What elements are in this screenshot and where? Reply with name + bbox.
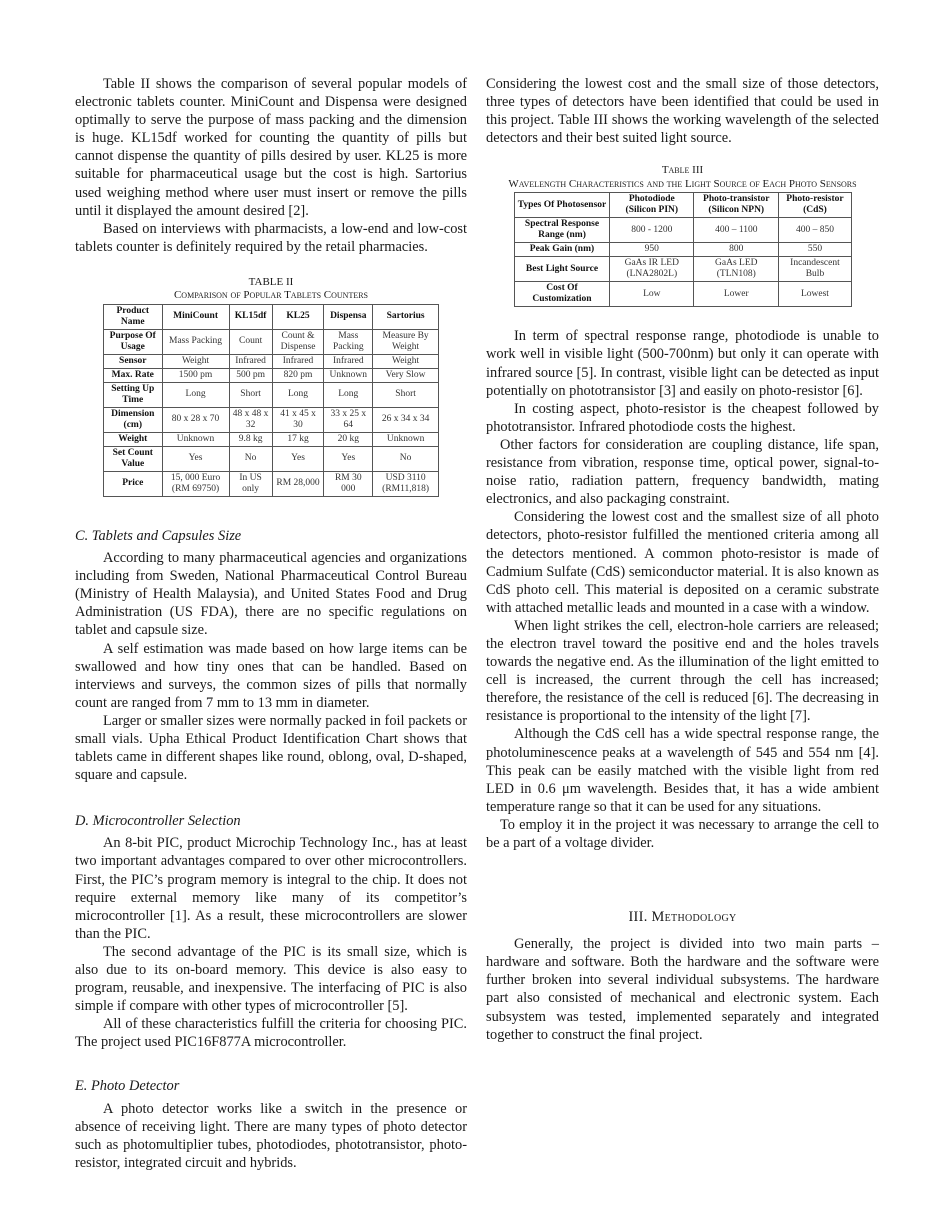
table-cell: Yes: [324, 446, 373, 471]
table-row-header: Purpose Of Usage: [104, 329, 163, 354]
table-header-cell: MiniCount: [162, 304, 229, 329]
table-row: [104, 407, 439, 432]
table-cell: Mass Packing: [324, 329, 373, 354]
paragraph: An 8-bit PIC, product Microchip Technology Inc., has at least two important advantages compared to over other microcontrollers. First, the PIC’s program memory is integral to the chip. It does not require external memory like many of its competitor’s microcontroller [1]. As a result, these microcontrollers are slower than the PIC.: [75, 835, 467, 942]
table-cell: RM 28,000: [272, 471, 324, 496]
table-header-row: [514, 193, 851, 218]
table-row-header: Best Light Source: [514, 257, 610, 282]
table-cell: 400 – 1100: [694, 218, 779, 243]
table-cell: Long: [272, 382, 324, 407]
table-row: [104, 432, 439, 446]
paragraph: When light strikes the cell, electron-hole carriers are released; the electron travel toward the positive end and the holes travels towards the negative end. As the illumination of the light emitted to cell is increased, the current through the cell has increased; therefore, the resistance of the cell is reduced [6]. The decreasing in resistance is proportional to the intensity of the light [7].: [486, 617, 879, 725]
table-cell: 400 – 850: [779, 218, 851, 243]
table-row-header: Peak Gain (nm): [514, 243, 610, 257]
table-header-cell: KL15df: [229, 304, 272, 329]
table-cell: Unknown: [373, 432, 439, 446]
table-cell: Weight: [162, 354, 229, 368]
table-cell: 550: [779, 243, 851, 257]
table-3-caption: [486, 164, 879, 191]
paragraph: Considering the lowest cost and the small size of those detectors, three types of detectors have been identified that could be used in this project. Table III shows the working wavelength of the selected detectors and their best suited light source.: [486, 76, 879, 147]
table-cell: 48 x 48 x 32: [229, 407, 272, 432]
table-row-header: Sensor: [104, 354, 163, 368]
table-cell: Long: [162, 382, 229, 407]
table-row: [104, 329, 439, 354]
table-cell: Lower: [694, 282, 779, 307]
table-row-header: Cost Of Customization: [514, 282, 610, 307]
table-2-caption: [75, 276, 467, 303]
table-cell: 33 x 25 x 64: [324, 407, 373, 432]
paragraph: The second advantage of the PIC is its small size, which is also due to its on-board memory. This device is also easy to program, reusable, and inexpensive. The interfacing of PIC is also simple if compare with other types of microcontroller [5].: [75, 943, 467, 1015]
table-row: [104, 354, 439, 368]
paragraph: Larger or smaller sizes were normally packed in foil packets or small vials. Upha Ethical Product Identification Chart shows that tablets came in different shapes like round, oblong, oval, D-shaped, square and capsule.: [75, 712, 467, 784]
table-cell: 17 kg: [272, 432, 324, 446]
table-cell: Mass Packing: [162, 329, 229, 354]
table-cell: Infrared: [272, 354, 324, 368]
table-cell: 41 x 45 x 30: [272, 407, 324, 432]
paragraph: A photo detector works like a switch in the presence or absence of receiving light. There are many types of photo detector such as photomultiplier tubes, photodiodes, phototransistor, photo-resistor, integrated circuit and hybrids.: [75, 1100, 467, 1171]
table-3-title: Wavelength Characteristics and the Light Source of Each Photo Sensors: [508, 177, 857, 190]
section-c-heading: C. Tablets and Capsules Size: [75, 527, 242, 544]
table-cell: Count: [229, 329, 272, 354]
table-row: [104, 446, 439, 471]
table-cell: Low: [610, 282, 694, 307]
table-row-header: Spectral Response Range (nm): [514, 218, 610, 243]
table-header-cell: Photodiode (Silicon PIN): [610, 193, 694, 218]
right-column: [486, 75, 879, 1044]
table-cell: In US only: [229, 471, 272, 496]
table-cell: 26 x 34 x 34: [373, 407, 439, 432]
table-cell: 9.8 kg: [229, 432, 272, 446]
table-row-header: Dimension (cm): [104, 407, 163, 432]
table-cell: Measure By Weight: [373, 329, 439, 354]
table-cell: GaAs LED (TLN108): [694, 257, 779, 282]
table-cell: Weight: [373, 354, 439, 368]
table-header-cell: Types Of Photosensor: [514, 193, 610, 218]
table-cell: Yes: [272, 446, 324, 471]
table-header-cell: Sartorius: [373, 304, 439, 329]
table-cell: 500 pm: [229, 368, 272, 382]
table-cell: 950: [610, 243, 694, 257]
paragraph: According to many pharmaceutical agencies and organizations including from Sweden, National Pharmaceutical Control Bureau (Ministry of Health Malaysia), and United States Food and Drug Administration (US FDA), there are no specific regulations on tablet and capsule size.: [75, 550, 467, 639]
table-row: [104, 471, 439, 496]
table-cell: Incandescent Bulb: [779, 257, 851, 282]
table-cell: GaAs IR LED (LNA2802L): [610, 257, 694, 282]
table-2: [103, 304, 439, 497]
table-cell: Very Slow: [373, 368, 439, 382]
table-cell: 1500 pm: [162, 368, 229, 382]
table-cell: Count & Dispense: [272, 329, 324, 354]
table-cell: Unknown: [162, 432, 229, 446]
table-cell: Unknown: [324, 368, 373, 382]
table-cell: 800: [694, 243, 779, 257]
table-cell: Infrared: [229, 354, 272, 368]
table-cell: 820 pm: [272, 368, 324, 382]
table-header-row: [104, 304, 439, 329]
table-row: [104, 368, 439, 382]
table-row-header: Price: [104, 471, 163, 496]
table-2-label: TABLE II: [248, 275, 294, 288]
table-cell: Short: [373, 382, 439, 407]
table-cell: Lowest: [779, 282, 851, 307]
paragraph: In term of spectral response range, photodiode is unable to work well in visible light (500-700nm) but only it can operate with infrared source [5]. In contrast, visible light can be detected as input potentially on phototransistor [3] and easily on photo-resistor [6].: [486, 328, 879, 399]
paragraph: To employ it in the project it was necessary to arrange the cell to be a part of a voltage divider.: [486, 816, 879, 851]
paragraph: Based on interviews with pharmacists, a low-end and low-cost tablets counter is definitely required by the retail pharmacies.: [75, 220, 467, 255]
paragraph: Table II shows the comparison of several popular models of electronic tablets counter. MiniCount and Dispensa were designed optimally to serve the purpose of mass packing and the dimension is huge. KL15df worked for counting the quantity of pills but cannot dispense the quantity of pills desired by user. KL25 is more suitable for pharmaceutical usage but the cost is high. Sartorius used weighing method where user must insert or remove the pills until it displayed the amount desired [2].: [75, 76, 467, 219]
table-cell: RM 30 000: [324, 471, 373, 496]
table-cell: 800 - 1200: [610, 218, 694, 243]
paragraph: Other factors for consideration are coupling distance, life span, resistance from vibration, response time, optical power, signal-to-noise ratio, radiation pattern, frequency bandwidth, mating electronics, and also packaging constraint.: [486, 436, 879, 508]
paragraph: All of these characteristics fulfill the criteria for choosing PIC. The project used PIC16F877A microcontroller.: [75, 1016, 467, 1051]
table-row-header: Weight: [104, 432, 163, 446]
table-cell: 15, 000 Euro (RM 69750): [162, 471, 229, 496]
table-row-header: Setting Up Time: [104, 382, 163, 407]
table-header-cell: Dispensa: [324, 304, 373, 329]
table-cell: Long: [324, 382, 373, 407]
table-2-title: Comparison of Popular Tablets Counters: [173, 289, 369, 302]
table-row-header: Max. Rate: [104, 368, 163, 382]
table-header-cell: Photo-transistor (Silicon NPN): [694, 193, 779, 218]
table-3: [514, 192, 852, 307]
table-cell: 20 kg: [324, 432, 373, 446]
section-e-heading: E. Photo Detector: [75, 1078, 180, 1095]
paragraph: Considering the lowest cost and the smallest size of all photo detectors, photo-resistor fulfilled the mentioned criteria among all the detectors mentioned. A common photo-resistor is made of Cadmium Sulfate (CdS) semiconductor material. It is also known as CdS photo cell. This material is deposited on a ceramic substrate with attached metallic leads and mounted in a case with a window.: [486, 509, 879, 616]
left-column: [75, 75, 467, 1172]
table-row: [514, 243, 851, 257]
table-cell: Yes: [162, 446, 229, 471]
table-cell: 80 x 28 x 70: [162, 407, 229, 432]
table-header-cell: Product Name: [104, 304, 163, 329]
table-row: [514, 218, 851, 243]
section-3-heading: III. Methodology: [628, 909, 737, 926]
paragraph: In costing aspect, photo-resistor is the cheapest followed by phototransistor. Infrared photodiode costs the highest.: [486, 400, 879, 435]
table-3-label: Table III: [661, 164, 704, 177]
table-cell: Infrared: [324, 354, 373, 368]
table-header-cell: Photo-resistor (CdS): [779, 193, 851, 218]
paragraph: A self estimation was made based on how large items can be swallowed and how tiny ones that can be handled. Based on interviews and surveys, the common sizes of pills that normally count are ranged from 7 mm to 13 mm in diameter.: [75, 640, 467, 711]
paragraph: Although the CdS cell has a wide spectral response range, the photoluminescence peaks at a wavelength of 545 and 554 nm [4]. This peak can be easily matched with the visible light from red LED in 0.6 μm wavelength. Besides that, it has a wide ambient temperature range so that it can be used for any situations.: [486, 726, 879, 815]
table-row-header: Set Count Value: [104, 446, 163, 471]
table-row: [104, 382, 439, 407]
table-row: [514, 282, 851, 307]
table-header-cell: KL25: [272, 304, 324, 329]
section-d-heading: D. Microcontroller Selection: [75, 813, 241, 830]
table-cell: Short: [229, 382, 272, 407]
table-cell: No: [229, 446, 272, 471]
table-row: [514, 257, 851, 282]
table-cell: USD 3110 (RM11,818): [373, 471, 439, 496]
table-cell: No: [373, 446, 439, 471]
paragraph: Generally, the project is divided into two main parts – hardware and software. Both the hardware and the software were further broken into several individual subsystems. The hardware part also consisted of mechanical and electronic system. Each subsystem was tested, implemented separately and integrated together to construct the final project.: [486, 936, 879, 1043]
